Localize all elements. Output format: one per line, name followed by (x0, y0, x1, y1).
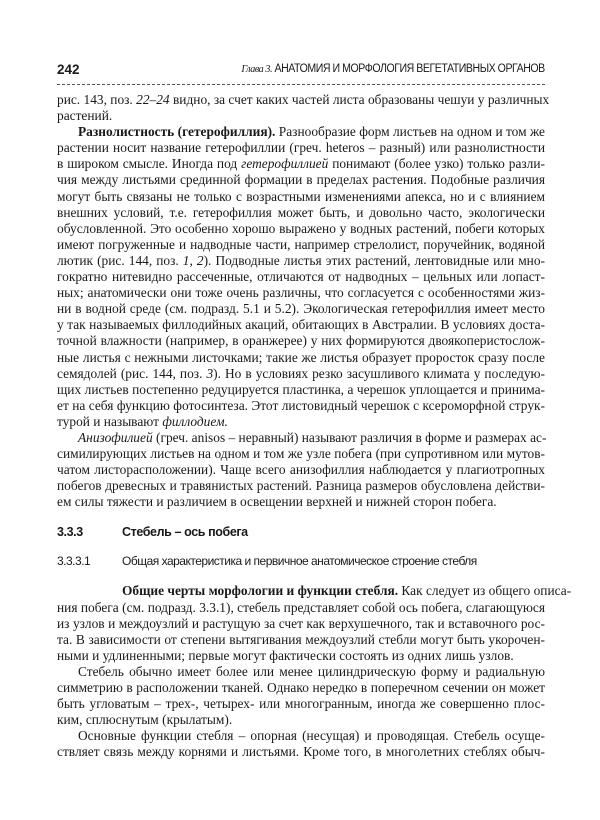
text-line (57, 712, 545, 728)
text-run: ствляет связь между корнями и листьями. Кроме того, в многолетних стеблях обыч- (57, 744, 545, 760)
paragraph (57, 124, 545, 430)
text-line (57, 285, 545, 301)
text-line (57, 696, 545, 712)
text-run: ния побега (см. подразд. 3.3.1), стебель представляет собой ось побега, слагающуюся (57, 599, 545, 615)
text-run: могут быть связаны не только с возрастными изменениями апекса, но и с влиянием (57, 188, 545, 204)
text-run: видно, за счет каких частей листа образованы чешуи у различных (169, 92, 550, 107)
text-line (57, 744, 545, 760)
text-line (57, 156, 545, 172)
italic-run: гетерофиллией (241, 156, 329, 172)
text-run: ными и удлиненными; первые могут фактически состоять из одних лишь узлов. (57, 647, 514, 663)
text-line (57, 172, 545, 188)
text-line (57, 648, 545, 664)
italic-run: Анизофилией (78, 429, 153, 445)
text-run: та. В зависимости от степени вытягивания междоузлий стебли могут быть укорочен- (57, 631, 545, 647)
text-run: точной влажности (например, в оранжерее) у них формируются двоякоперистослож- (57, 333, 545, 349)
running-header (57, 62, 545, 82)
text-run: симилирующих листьев на одном и том же узле побега (при супротивном или мутов- (57, 446, 545, 462)
text-run: ). Подводные листья этих растений, лентовидные или мно- (203, 252, 545, 268)
text-run: ных; анатомически они тоже очень различны, что согласуется с особенностями жиз- (57, 285, 545, 301)
text-line (57, 366, 545, 382)
text-line (57, 301, 545, 317)
text-line (57, 382, 545, 398)
text-line (57, 221, 545, 237)
text-run: обусловленной. Это особенно хорошо выражено у водных растений, побеги которых (57, 220, 545, 236)
text-run: внешних условий, т.е. гетерофиллия может быть, и довольно часто, экологически (57, 204, 545, 220)
paragraph (57, 583, 572, 663)
subsection-title: Общая характеристика и первичное анатомическое строение стебля (122, 554, 477, 569)
text-run: понимают (более узко) только разли- (328, 156, 545, 172)
text-run: ким, сплюснутым (крылатым). (57, 712, 233, 728)
text-run: имеют погруженные и надводные части, например стрелолист, поручейник, водяной (57, 236, 545, 252)
text-line (57, 600, 545, 616)
text-line (57, 462, 545, 478)
text-run: быть угловатым – трех-, четырех- или многогранным, иногда же совершенно плос- (57, 696, 545, 712)
text-line (57, 253, 545, 269)
text-line (57, 269, 545, 285)
paragraph (57, 728, 545, 760)
text-line (57, 494, 545, 510)
text-line (57, 728, 545, 744)
text-line (57, 632, 545, 648)
text-run: Разнообразие форм листьев на одном и том же (275, 124, 546, 140)
text-bottom (57, 583, 572, 760)
text-line (57, 140, 545, 156)
text-line (57, 108, 545, 124)
paragraph (57, 664, 545, 728)
text-run: (греч. anisos – неравный) называют различия в форме и размерах ас- (152, 429, 547, 445)
bold-run: Общие черты морфологии и функции стебля. (122, 583, 399, 599)
text-line (57, 664, 545, 680)
page-number: 242 (57, 62, 80, 77)
header-rule (57, 84, 545, 85)
text-run: ем силы тяжести и различием в освещении верхней и нижней сторон побега. (57, 494, 497, 510)
text-run: симметрию в расположении тканей. Однако нередко в поперечном сечении он может (57, 680, 545, 695)
text-line (57, 680, 545, 696)
text-run: ет на себя функцию фотосинтеза. Этот листовидный черешок с ксероморфной струк- (57, 397, 545, 413)
text-top (57, 92, 550, 510)
text-run: Как следует из общего описа- (398, 583, 572, 599)
italic-run: 1, 2 (182, 252, 204, 268)
text-line (57, 583, 572, 599)
text-line (57, 189, 545, 205)
text-run: семядолей (рис. 144, поз. (57, 365, 207, 381)
bold-run: Разнолистность (гетерофиллия). (78, 124, 276, 140)
text-line (57, 478, 545, 494)
subsection-number: 3.3.3.1 (57, 554, 91, 569)
italic-run: 22–24 (136, 92, 170, 107)
chapter-label: Глава 3. (241, 63, 273, 75)
text-run: гократно нитевидно рассеченные, отличаются от надводных – цельных или лопаст- (57, 269, 545, 285)
paragraph (57, 92, 550, 124)
text-line (57, 333, 545, 349)
text-run: лютик (рис. 144, поз. (57, 252, 183, 268)
italic-run: филлодием. (162, 413, 228, 429)
text-run: ни в водной среде (см. подразд. 5.1 и 5.2). Экологическая гетерофиллия имеет место (57, 301, 545, 317)
text-line (57, 317, 545, 333)
text-run: побегов древесных и травянистых растений. Разница размеров обусловлена действи- (57, 478, 545, 494)
text-run: ные листья с нежными листочками; такие же листья образует проросток сразу после (57, 349, 545, 365)
text-line (57, 414, 545, 430)
text-line (57, 205, 545, 221)
text-line (57, 350, 545, 366)
text-run: растении носит название гетерофиллии (греч. heteros – разный) или разнолистности (57, 140, 545, 156)
text-run: Стебель обычно имеет более или менее цилиндрическую форму и радиальную (78, 663, 545, 679)
text-line (57, 92, 550, 108)
text-run: рис. 143, поз. (57, 92, 137, 107)
text-line (57, 237, 545, 253)
text-run: из узлов и междоузлий и растущую за счет как верхушечного, так и вставочного рос- (57, 615, 545, 631)
text-run: ). Но в условиях резко засушливого климата у последую- (213, 365, 545, 381)
running-title (242, 63, 545, 75)
subsection-heading (57, 553, 545, 569)
text-line (57, 430, 545, 446)
text-run: щих листьев постепенно редуцируется пластинка, а черешок уплощается и принима- (57, 381, 545, 397)
text-line (57, 616, 545, 632)
section-title: Стебель – ось побега (122, 525, 248, 540)
text-line (57, 124, 545, 140)
section-heading (57, 524, 545, 540)
text-run: растений. (57, 108, 113, 124)
text-run: чатом листорасположении). Чаще всего анизофиллия наблюдается у плагиотропных (57, 462, 545, 478)
text-run: чия между листьями срединной формации в пределах растения. Подобные различия (57, 172, 545, 188)
chapter-title: АНАТОМИЯ И МОРФОЛОГИЯ ВЕГЕТАТИВНЫХ ОРГАНОВ (272, 63, 545, 75)
text-line (57, 446, 545, 462)
section-number: 3.3.3 (57, 525, 83, 540)
italic-run: 3 (206, 365, 214, 381)
text-run: в широком смысле. Иногда под (57, 156, 242, 172)
paragraph (57, 430, 545, 510)
text-run: Основные функции стебля – опорная (несущая) и проводящая. Стебель осуще- (78, 728, 545, 744)
page-body (57, 92, 572, 760)
text-run: турой и называют (57, 413, 163, 429)
text-line (57, 398, 545, 414)
text-run: у так называемых филлодийных акаций, обитающих в Австралии. В условиях доста- (57, 317, 545, 333)
